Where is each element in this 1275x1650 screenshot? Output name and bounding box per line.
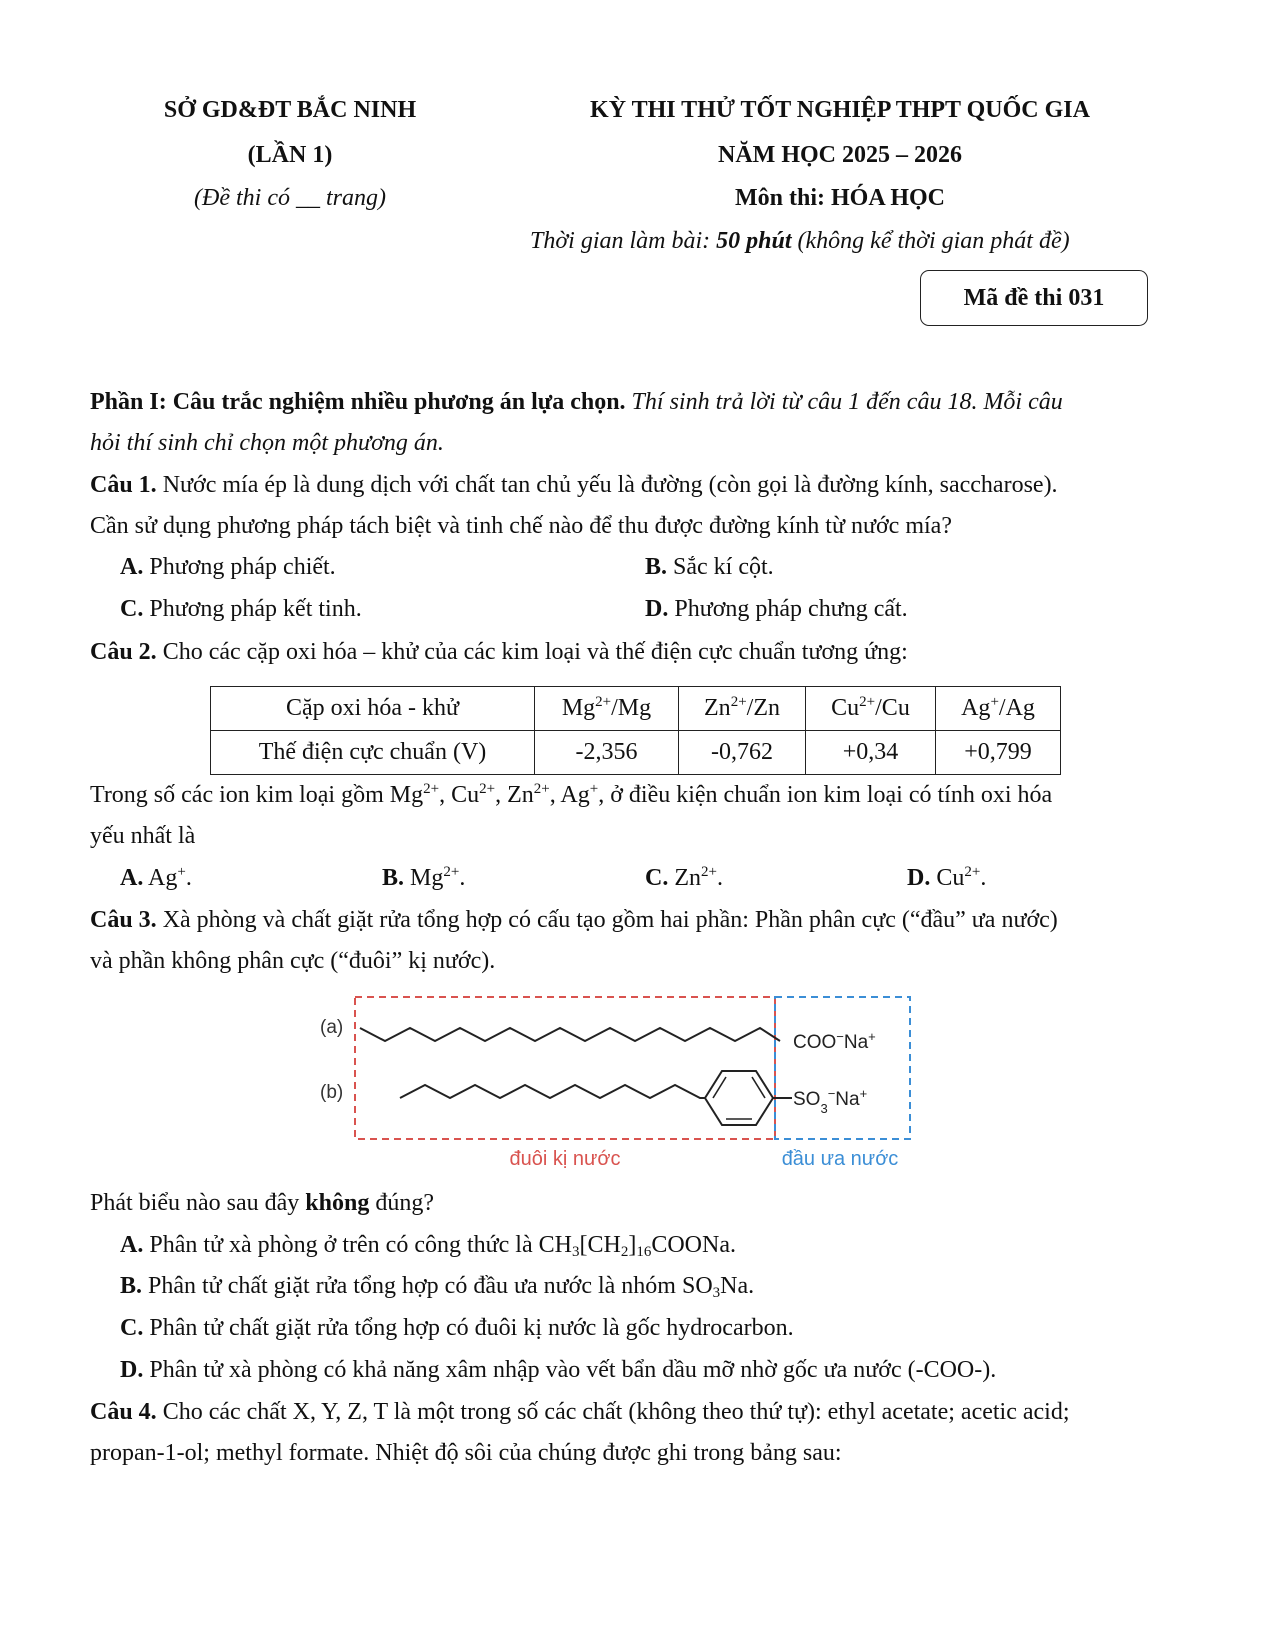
q1-option-c: C. Phương pháp kết tinh.: [120, 596, 362, 622]
q2-question-line1: Trong số các ion kim loại gồm $Mg^{2+}$, $Cu^{2+}$, $Zn^{2+}$, Ag+, ở điều kiện chuẩn ion kim loại có tính oxi hóa: [90, 781, 1053, 808]
table-row: [211, 731, 1061, 775]
table-cell: -0,762: [679, 731, 806, 775]
q2-option-a: A. Ag+.: [120, 864, 192, 891]
soap-hydrocarbon-chain: [360, 1028, 780, 1041]
exam-code-box: [920, 270, 1148, 326]
part1-heading: Phần I: Câu trắc nghiệm nhiều phương án lựa chọn. Thí sinh trả lời từ câu 1 đến câu 18. Mỗi câu: [90, 389, 1063, 415]
detergent-hydrocarbon-chain: [400, 1085, 705, 1098]
q2-question-line2: yếu nhất là: [90, 823, 196, 849]
tail-region-box: [355, 997, 775, 1139]
q3-stem-line1: Câu 3. Xà phòng và chất giặt rửa tổng hợp có cấu tạo gồm hai phần: Phần phân cực (“đầu” ưa nước): [90, 907, 1058, 933]
table-cell: $Mg^{2+}/Mg$: [535, 687, 679, 731]
label-a: (a): [320, 1017, 344, 1038]
time-limit: Thời gian làm bài: 50 phút (không kể thời gian phát đề): [530, 228, 1070, 254]
carboxylate-group: COO−Na+: [793, 1028, 876, 1053]
head-label: đầu ưa nước: [781, 1148, 899, 1170]
table-cell: $Cu^{2+}/Cu$: [806, 687, 936, 731]
q1-option-b: B. Sắc kí cột.: [645, 554, 774, 580]
table-cell: -2,356: [535, 731, 679, 775]
benzene-ring: [705, 1071, 773, 1125]
q2-stem: Câu 2. Cho các cặp oxi hóa – khử của các kim loại và thế điện cực chuẩn tương ứng:: [90, 639, 908, 665]
exam-code: Mã đề thi 031: [963, 284, 1105, 311]
surfactant-structure-diagram: [310, 985, 950, 1170]
benzene-inner-bond: [713, 1077, 726, 1098]
department-name: SỞ GD&ĐT BẮC NINH: [163, 97, 417, 123]
q3-option-c: C. Phân tử chất giặt rửa tổng hợp có đuôi kị nước là gốc hydrocarbon.: [120, 1315, 794, 1341]
exam-name: KỲ THI THỬ TỐT NGHIỆP THPT QUỐC GIA: [590, 97, 1090, 123]
q2-option-b: B. $Mg^{2+}$.: [382, 864, 466, 891]
q1-stem-line1: Câu 1. Nước mía ép là dung dịch với chất tan chủ yếu là đường (còn gọi là đường kính, saccharose).: [90, 472, 1058, 498]
pages-note: (Đề thi có __ trang): [194, 185, 386, 211]
benzene-inner-bond: [752, 1077, 765, 1098]
q3-stem-line2: và phần không phân cực (“đuôi” kị nước).: [90, 948, 496, 974]
q1-stem-line2: Cần sử dụng phương pháp tách biệt và tinh chế nào để thu được đường kính từ nước mía?: [90, 513, 952, 539]
head-region-box: [775, 997, 910, 1139]
q1-option-a: A. Phương pháp chiết.: [120, 554, 336, 580]
part1-instruction: hỏi thí sinh chỉ chọn một phương án.: [90, 430, 444, 456]
electrode-potential-table: [210, 686, 1061, 775]
school-year: NĂM HỌC 2025 – 2026: [718, 142, 962, 168]
table-cell: $Zn^{2+}/Zn$: [679, 687, 806, 731]
table-header-cell: Cặp oxi hóa - khử: [211, 687, 535, 731]
q4-stem-line2: propan-1-ol; methyl formate. Nhiệt độ sôi của chúng được ghi trong bảng sau:: [90, 1440, 842, 1466]
q2-option-c: C. $Zn^{2+}$.: [645, 864, 723, 891]
table-row: [211, 687, 1061, 731]
q2-option-d: D. $Cu^{2+}$.: [907, 864, 987, 891]
table-header-cell: Thế điện cực chuẩn (V): [211, 731, 535, 775]
q4-stem-line1: Câu 4. Cho các chất X, Y, Z, T là một trong số các chất (không theo thứ tự): ethyl acetate; acetic acid;: [90, 1399, 1070, 1425]
q3-option-d: D. Phân tử xà phòng có khả năng xâm nhập vào vết bẩn dầu mỡ nhờ gốc ưa nước (-COO-).: [120, 1357, 997, 1383]
q3-option-b: B. Phân tử chất giặt rửa tổng hợp có đầu ưa nước là nhóm $SO_3Na$.: [120, 1273, 755, 1301]
q1-option-d: D. Phương pháp chưng cất.: [645, 596, 908, 622]
table-cell: +0,799: [936, 731, 1061, 775]
table-cell: +0,34: [806, 731, 936, 775]
sulfonate-group: $SO_3^-Na^+$: [793, 1085, 868, 1116]
q3-option-a: A. Phân tử xà phòng ở trên có công thức là $CH_3[CH_2]_{16}COONa$.: [120, 1232, 736, 1260]
tail-label: đuôi kị nước: [509, 1148, 621, 1170]
table-cell: Ag+/Ag: [936, 687, 1061, 731]
label-b: (b): [320, 1082, 344, 1103]
subject: Môn thi: HÓA HỌC: [734, 185, 945, 211]
exam-round: (LẦN 1): [247, 142, 333, 168]
q3-question: Phát biểu nào sau đây không đúng?: [90, 1190, 434, 1216]
